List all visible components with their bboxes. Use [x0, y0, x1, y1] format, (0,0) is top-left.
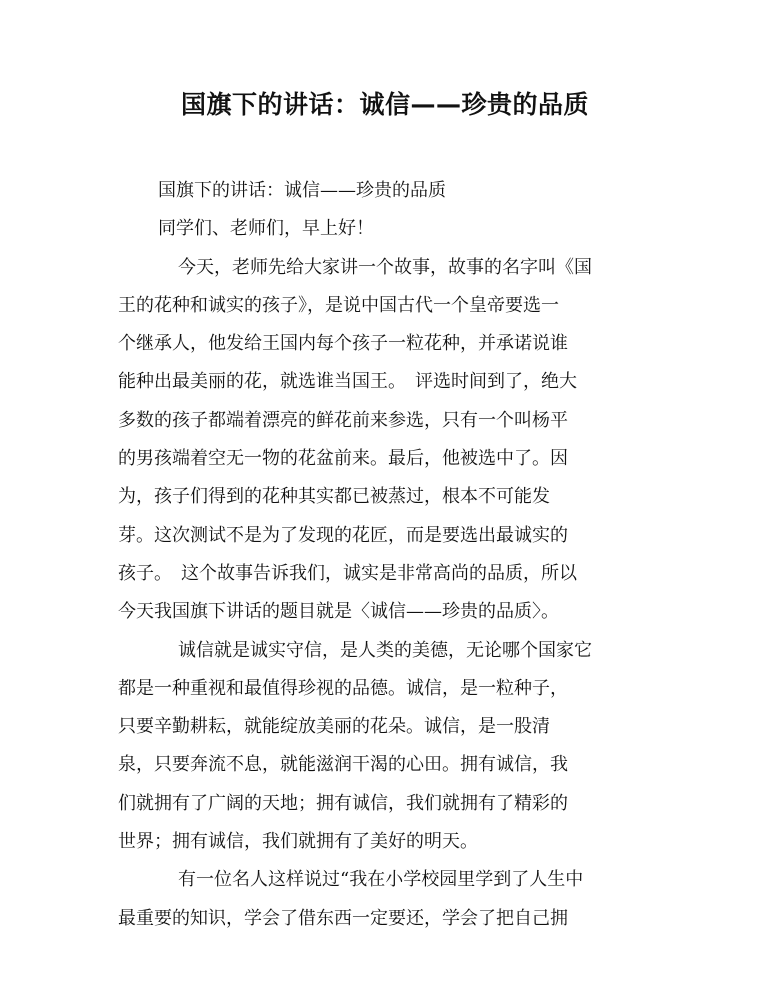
text-line: 世界；拥有诚信，我们就拥有了美好的明天。 — [118, 831, 478, 853]
text-line: 国旗下的讲话：诚信——珍贵的品质 — [158, 180, 446, 201]
text-line: 多数的孩子都端着漂亮的鲜花前来参选，只有一个叫杨平 — [118, 409, 568, 431]
text-line: 都是一种重视和最值得珍视的品德。诚信，是一粒种子， — [118, 677, 568, 699]
document-title: 国旗下的讲话：诚信——珍贵的品质 — [180, 90, 589, 119]
text-line: 们就拥有了广阔的天地；拥有诚信，我们就拥有了精彩的 — [118, 792, 568, 814]
text-line: 今天，老师先给大家讲一个故事，故事的名字叫《国 — [178, 256, 592, 278]
text-line: 有一位名人这样说过“我在小学校园里学到了人生中 — [178, 869, 584, 891]
text-line: 诚信就是诚实守信，是人类的美德，无论哪个国家它 — [178, 639, 592, 661]
text-line: 最重要的知识，学会了借东西一定要还，学会了把自己拥 — [118, 907, 568, 929]
text-line: 同学们、老师们，早上好！ — [158, 218, 374, 240]
text-line: 为，孩子们得到的花种其实都已被蒸过，根本不可能发 — [118, 486, 550, 508]
text-line: 的男孩端着空无一物的花盆前来。最后，他被选中了。因 — [118, 448, 568, 470]
text-line: 今天我国旗下讲话的题目就是〈诚信——珍贵的品质〉。 — [118, 601, 559, 623]
text-line: 泉，只要奔流不息，就能滋润干渴的心田。拥有诚信，我 — [118, 754, 568, 776]
text-line: 孩子。 这个故事告诉我们，诚实是非常高尚的品质，所以 — [118, 562, 577, 584]
text-line: 芽。这次测试不是为了发现的花匠，而是要选出最诚实的 — [118, 524, 568, 546]
text-line: 王的花种和诚实的孩子》，是说中国古代一个皇帝要选一 — [118, 294, 559, 316]
text-line: 个继承人，他发给王国内每个孩子一粒花种，并承诺说谁 — [118, 333, 568, 355]
text-line: 只要辛勤耕耘，就能绽放美丽的花朵。诚信，是一股清 — [118, 716, 550, 738]
text-line: 能种出最美丽的花，就选谁当国王。 评选时间到了，绝大 — [118, 371, 577, 393]
document-body — [118, 172, 663, 938]
